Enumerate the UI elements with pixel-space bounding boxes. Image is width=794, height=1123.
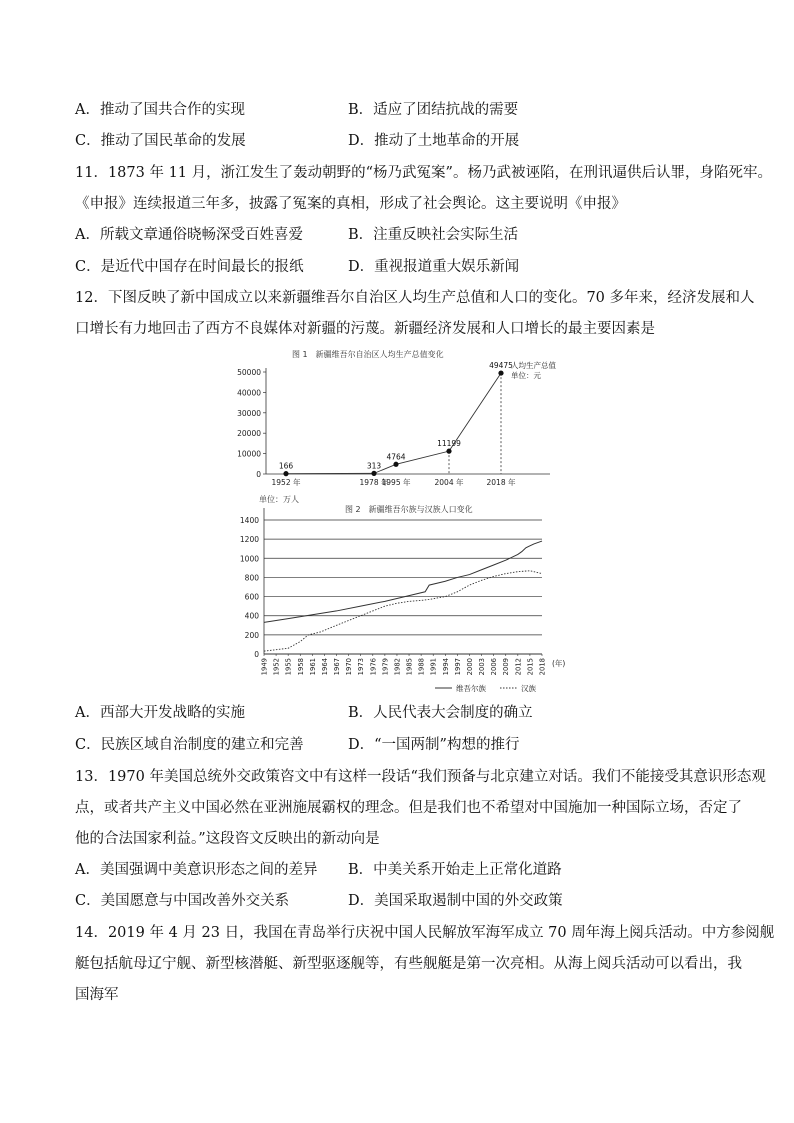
figure-1-gdp-chart (220, 344, 600, 490)
fig2-y-tick-label: 1400 (239, 516, 259, 525)
q11-option-b[interactable]: B．注重反映社会实际生活 (348, 227, 519, 243)
fig1-y-tick-label: 0 (256, 470, 261, 479)
fig2-x-tick-label: 1970 (345, 658, 354, 676)
q11-stem-line-1: 11．1873 年 11 月，浙江发生了轰动朝野的“杨乃武冤案”。杨乃武被诬陷，在刑讯逼供后认罪，身陷死牢。 (75, 165, 772, 181)
fig2-x-tick-label: 1949 (260, 658, 269, 676)
figure-2-population-chart (220, 490, 600, 698)
fig1-data-label: 49475 (489, 361, 513, 371)
fig1-y-tick-label: 30000 (237, 408, 261, 418)
q12-stem-line-2: 口增长有力地回击了西方不良媒体对新疆的污蔑。新疆经济发展和人口增长的最主要因素是 (75, 321, 655, 337)
fig2-x-tick-label: 1982 (393, 658, 402, 676)
fig2-x-tick-label: 1964 (320, 658, 329, 676)
fig2-x-tick-label: 2006 (490, 658, 499, 676)
fig2-x-tick-label: 2012 (514, 658, 523, 676)
q11-option-a[interactable]: A．所载文章通俗晓畅深受百姓喜爱 (75, 227, 303, 243)
fig2-x-tick-label: 1958 (296, 658, 305, 676)
fig2-x-tick-label: 1985 (405, 658, 414, 676)
fig2-x-tick-label: 1967 (333, 658, 342, 676)
fig1-x-tick-label: 1995 年 (381, 478, 411, 487)
fig1-data-label: 166 (278, 461, 294, 471)
fig1-data-label: 4764 (386, 452, 406, 462)
fig2-x-tick-label: 1994 (441, 658, 450, 676)
q14-stem-line-3: 国海军 (75, 987, 119, 1003)
fig2-y-tick-label: 0 (254, 650, 259, 659)
q10-option-d[interactable]: D．推动了土地革命的开展 (348, 133, 520, 149)
fig1-y-tick-label: 10000 (237, 449, 261, 459)
fig2-x-tick-label: 1973 (357, 658, 366, 676)
fig1-unit-label: 单位：元 (511, 371, 541, 380)
q11-stem-line-2: 《申报》连续报道三年多，披露了冤案的真相，形成了社会舆论。这主要说明《申报》 (75, 196, 626, 212)
fig2-legend-uyghur-label: 维吾尔族 (456, 684, 486, 693)
fig2-x-tick-label: 2000 (465, 658, 474, 676)
q12-option-d[interactable]: D．“一国两制”构想的推行 (348, 737, 520, 753)
fig2-series-uyghur-line (264, 541, 542, 622)
fig2-x-tick-label: 2009 (502, 658, 511, 676)
fig1-data-point (498, 370, 503, 375)
fig2-x-tick-label: 1952 (272, 658, 281, 676)
fig1-x-tick-label: 1978 年 (359, 478, 389, 487)
fig1-data-label: 313 (366, 461, 382, 471)
fig2-y-tick-label: 400 (244, 611, 259, 621)
fig2-y-tick-label: 1000 (239, 554, 259, 564)
fig1-y-tick-label: 40000 (237, 388, 261, 398)
q11-option-d[interactable]: D．重视报道重大娱乐新闻 (348, 259, 520, 275)
fig2-x-tick-label: 1991 (429, 658, 438, 676)
q11-option-c[interactable]: C．是近代中国存在时间最长的报纸 (75, 259, 304, 275)
fig2-x-tick-label: 1997 (453, 658, 462, 676)
q13-option-c[interactable]: C．美国愿意与中国改善外交关系 (75, 893, 290, 909)
fig1-data-point (283, 471, 288, 476)
fig2-x-tick-label: 1976 (369, 658, 378, 676)
fig2-x-tick-label: 1979 (381, 658, 390, 676)
q13-option-d[interactable]: D．美国采取遏制中国的外交政策 (348, 893, 563, 909)
fig2-series-han-line (264, 571, 542, 651)
q13-option-b[interactable]: B．中美关系开始走上正常化道路 (348, 862, 562, 878)
q12-option-a[interactable]: A．西部大开发战略的实施 (75, 705, 245, 721)
fig2-y-tick-label: 200 (244, 630, 259, 640)
fig1-x-tick-label: 2004 年 (434, 478, 464, 487)
q10-option-b[interactable]: B．适应了团结抗战的需要 (348, 102, 519, 118)
fig2-x-tick-label: 2003 (478, 658, 487, 676)
fig2-y-tick-label: 600 (244, 592, 259, 602)
q10-option-a[interactable]: A．推动了国共合作的实现 (75, 102, 245, 118)
fig2-x-tick-label: 1955 (284, 658, 293, 676)
fig2-title: 图 2 新疆维吾尔族与汉族人口变化 (345, 505, 473, 514)
fig1-x-tick-label: 1952 年 (271, 478, 301, 487)
q10-option-c[interactable]: C．推动了国民革命的发展 (75, 133, 246, 149)
fig2-y-tick-label: 1200 (239, 535, 259, 545)
fig1-title: 图 1 新疆维吾尔自治区人均生产总值变化 (292, 350, 444, 359)
q12-option-c[interactable]: C．民族区域自治制度的建立和完善 (75, 737, 304, 753)
fig2-x-tick-label: 1961 (308, 658, 317, 676)
fig1-unit-label: 人均生产总值 (511, 361, 556, 370)
fig2-y-tick-label: 800 (244, 573, 259, 583)
fig2-x-tick-label: 2015 (526, 658, 535, 676)
q13-option-a[interactable]: A．美国强调中美意识形态之间的差异 (75, 862, 318, 878)
q14-stem-line-2: 艇包括航母辽宁舰、新型核潜艇、新型驱逐舰等，有些舰艇是第一次亮相。从海上阅兵活动可以看出，我 (75, 956, 742, 972)
fig1-data-label: 11199 (437, 439, 461, 449)
fig2-x-axis-unit: (年) (552, 659, 566, 668)
fig1-data-point (393, 462, 398, 467)
fig2-ylabel: 单位：万人 (259, 495, 299, 504)
fig2-x-tick-label: 1988 (417, 658, 426, 676)
fig2-x-tick-label: 2018 (538, 658, 547, 676)
q12-option-b[interactable]: B．人民代表大会制度的确立 (348, 705, 533, 721)
fig1-data-point (371, 471, 376, 476)
q14-stem-line-1: 14．2019 年 4 月 23 日，我国在青岛举行庆祝中国人民解放军海军成立 70 周年海上阅兵活动。中方参阅舰 (75, 925, 775, 941)
q13-stem-line-1: 13．1970 年美国总统外交政策咨文中有这样一段话“我们预备与北京建立对话。我们不能接受其意识形态观 (75, 769, 766, 785)
fig2-legend-han-label: 汉族 (521, 684, 536, 693)
q13-stem-line-3: 他的合法国家利益。”这段咨文反映出的新动向是 (75, 831, 380, 847)
fig1-data-point (446, 449, 451, 454)
fig1-y-tick-label: 20000 (237, 429, 261, 439)
fig1-x-tick-label: 2018 年 (486, 478, 516, 487)
fig1-y-tick-label: 50000 (237, 368, 261, 377)
q13-stem-line-2: 点，或者共产主义中国必然在亚洲施展霸权的理念。但是我们也不希望对中国施加一种国际立场，否定了 (75, 800, 742, 816)
q12-stem-line-1: 12．下图反映了新中国成立以来新疆维吾尔自治区人均生产总值和人口的变化。70 多年来，经济发展和人 (75, 290, 755, 306)
